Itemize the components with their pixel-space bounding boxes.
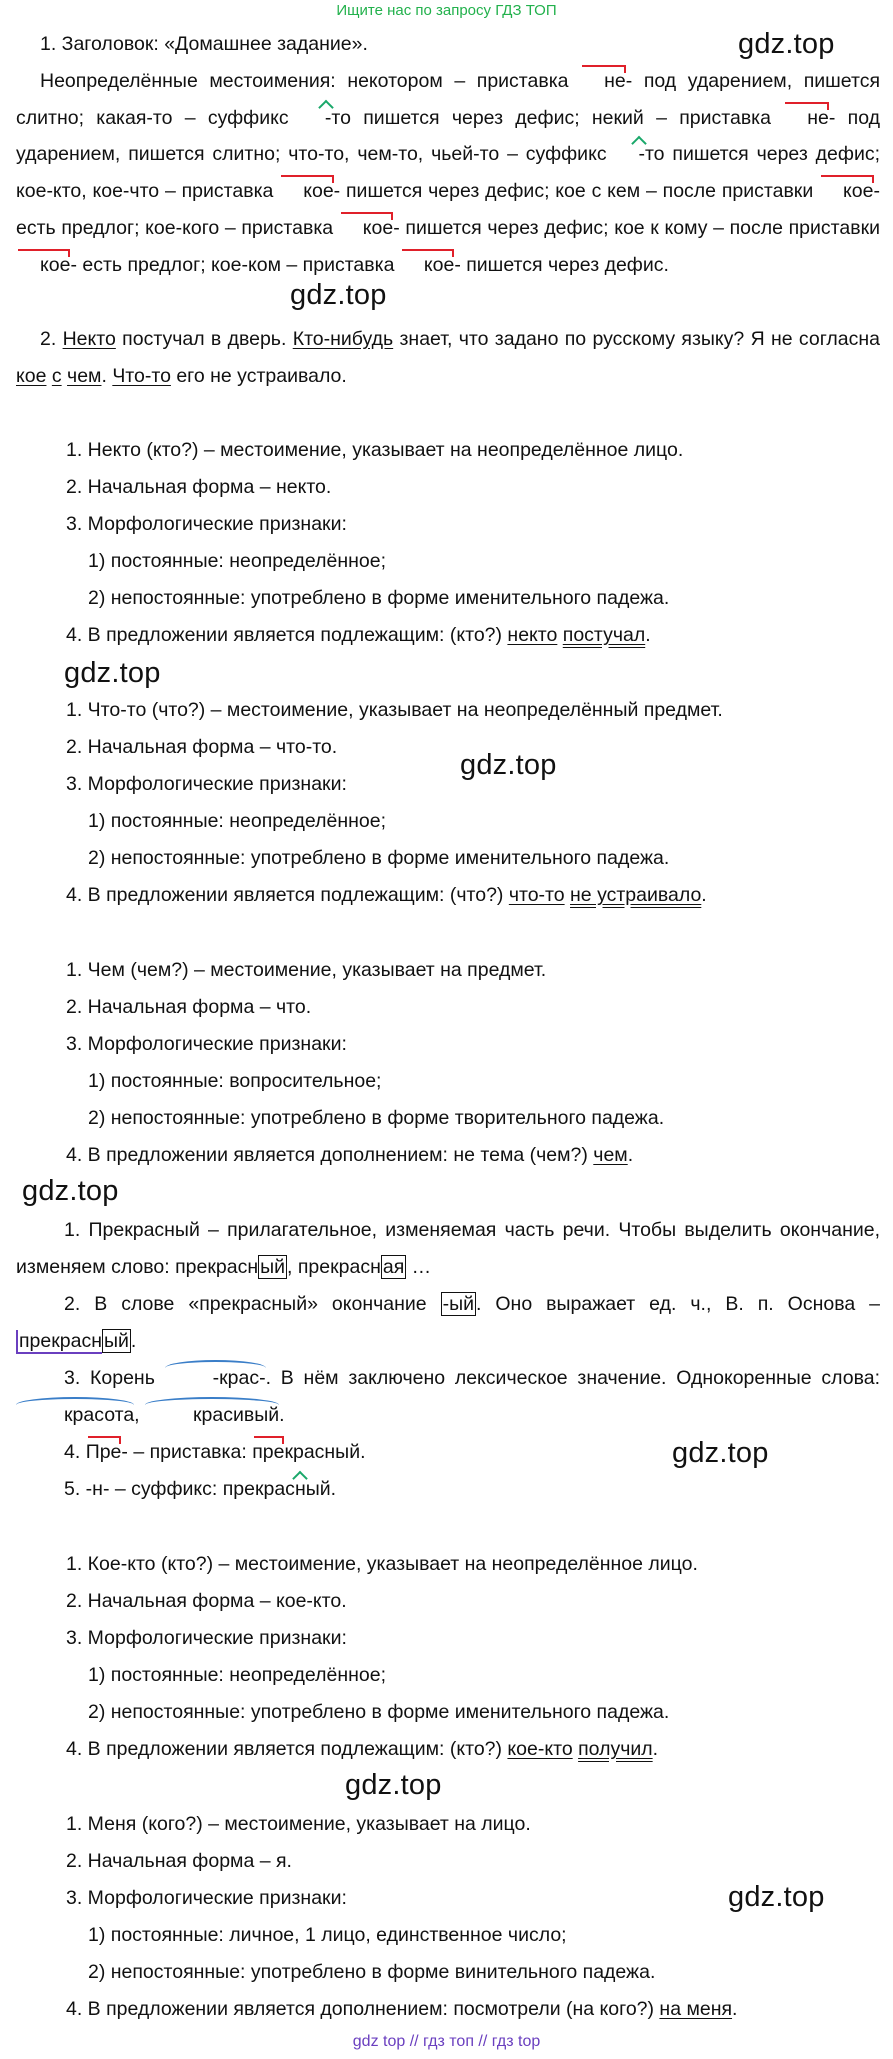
watermark: gdz.top [345,1769,442,1801]
predicate-underline: постучал [562,624,646,646]
task1-paragraph [16,26,880,284]
object-underline: чем [67,364,102,387]
parse-line: 1. Некто (кто?) – местоимение, указывает на неопределённое лицо. [66,439,684,461]
root-mark: красота [16,1397,134,1434]
parse-line: 4. В предложении является подлежащим: (кто?) кое-кто получил. [66,1738,659,1760]
morph-p5: 5. -н- – суффикс: прекрасный. [64,1471,336,1507]
object-underline: чем [593,1144,628,1166]
prefix-mark: кое [400,247,454,284]
task2-paragraph: 2. Некто постучал в дверь. Кто-нибудь знает, что задано по русскому языку? Я не согласна кое с чем. Что-то его не устраивало. [16,328,880,387]
parse-line: 4. В предложении является подлежащим: (что?) что-то не устраивало. [66,884,707,906]
ending-box: ая [382,1255,405,1278]
object-underline: кое [16,364,47,387]
parse-line: 2) непостоянные: употреблено в форме именительного падежа. [88,847,670,869]
suffix-mark: -то [614,136,664,173]
prefix-mark: кое [819,173,873,210]
parse-line: 3. Морфологические признаки: [66,513,347,535]
ending-box: ый [260,1255,286,1278]
subject-underline: что-то [508,884,565,906]
task1-text: Неопределённые местоимения: некотором – приставка не- под ударением, пишется слитно; какая-то – суффикс -то пишется через дефис; некий – приставка не- под ударением, пишется слитно; что-то, чем-то, чьей-то – суффикс -то пишется через дефис; кое-кто, кое-что – приставка кое- пишется через дефис; кое с кем – после приставки кое- есть предлог; кое-кого – приставка кое- пишется через дефис; кое к кому – после приставки кое- есть предлог; кое-ком – приставка кое- пишется через дефис. [16,63,880,284]
morph-p3: 3. Корень -крас-. В нём заключено лексическое значение. Однокоренные слова: красота, красивый. [16,1360,880,1434]
subject-underline: Что-то [112,364,171,387]
parse-line: 4. В предложении является дополнением: не тема (чем?) чем. [66,1144,634,1166]
parse-line: 1) постоянные: неопределённое; [88,550,386,572]
parse-line: 2. Начальная форма – что-то. [66,736,338,758]
root-mark: -крас- [165,1360,266,1397]
prefix-mark: кое [339,210,393,247]
parse-line: 2) непостоянные: употреблено в форме творительного падежа. [88,1107,665,1129]
parse-line: 2) непостоянные: употреблено в форме именительного падежа. [88,1701,670,1723]
parse-line: 2. Начальная форма – я. [66,1850,292,1872]
task1-title: 1. Заголовок: «Домашнее задание». [40,33,368,55]
ending-box: ый [104,1329,129,1352]
parse-line: 3. Морфологические признаки: [66,1627,347,1649]
morph-p2: 2. В слове «прекрасный» окончание -ый . Оно выражает ед. ч., В. п. Основа – прекрасн ый . [16,1286,880,1360]
prefix-mark: не [580,63,626,100]
predicate-underline: получил [578,1738,653,1760]
parse-line: 1. Кое-кто (кто?) – местоимение, указывает на неопределённое лицо. [66,1553,698,1575]
watermark: gdz.top [672,1437,769,1469]
parse-line: 1) постоянные: вопросительное; [88,1070,382,1092]
prefix-mark: кое [16,247,70,284]
parse-line: 1. Что-то (что?) – местоимение, указывает на неопределённый предмет. [66,699,723,721]
parse-line: 3. Морфологические признаки: [66,1033,347,1055]
watermark: gdz.top [738,28,835,60]
watermark: gdz.top [460,749,557,781]
subject-underline: Кто-нибудь [292,328,394,350]
subject-underline: некто [507,624,558,646]
ending-box: -ый [442,1293,474,1315]
prefix-mark: Пре [86,1434,122,1470]
prefix-mark: не [783,100,829,137]
parse-line: 2. Начальная форма – что. [66,996,312,1018]
root-mark: красивый [145,1397,279,1434]
parse-line: 1) постоянные: неопределённое; [88,1664,386,1686]
watermark: gdz.top [290,279,387,311]
parse-line: 2. Начальная форма – кое-кто. [66,1590,347,1612]
parse-line: 1. Меня (кого?) – местоимение, указывает на лицо. [66,1813,531,1835]
parse-line: 1. Чем (чем?) – местоимение, указывает на предмет. [66,959,547,981]
subject-underline: кое-кто [507,1738,573,1760]
parse-line: 1) постоянные: неопределённое; [88,810,386,832]
prefix-mark: кое [279,173,333,210]
parse-line: 2. Начальная форма – некто. [66,476,332,498]
morph-p4: 4. Пре- – приставка: прекрасный. [64,1434,366,1470]
search-banner[interactable]: Ищите нас по запросу ГДЗ ТОП [336,2,557,19]
parse-line: 4. В предложении является дополнением: посмотрели (на кого?) на меня. [66,1998,738,2020]
stem-mark: прекрасн [16,1330,102,1354]
parse-line: 1) постоянные: личное, 1 лицо, единственное число; [88,1924,567,1946]
object-underline: с [51,364,62,387]
parse-line: 2) непостоянные: употреблено в форме винительного падежа. [88,1961,656,1983]
watermark: gdz.top [64,657,161,689]
suffix-mark: н [295,1471,306,1507]
parse-line: 3. Морфологические признаки: [66,1887,347,1909]
parse-line: 2) непостоянные: употреблено в форме именительного падежа. [88,587,670,609]
footer-links[interactable]: gdz top // гдз топ // гдз top [352,2033,541,2050]
watermark: gdz.top [22,1175,119,1207]
parse-line: 3. Морфологические признаки: [66,773,347,795]
prefix-mark: пре [252,1434,284,1470]
subject-underline: Некто [62,328,116,350]
object-underline: на меня [659,1998,733,2020]
suffix-mark: -то [301,100,351,137]
watermark: gdz.top [728,1881,825,1913]
predicate-underline: не устраивало [570,884,702,906]
morph-p1: 1. Прекрасный – прилагательное, изменяемая часть речи. Чтобы выделить окончание, изменяем слово: прекрасн ый , прекрасн ая … [16,1219,880,1278]
parse-line: 4. В предложении является подлежащим: (кто?) некто постучал. [66,624,651,646]
